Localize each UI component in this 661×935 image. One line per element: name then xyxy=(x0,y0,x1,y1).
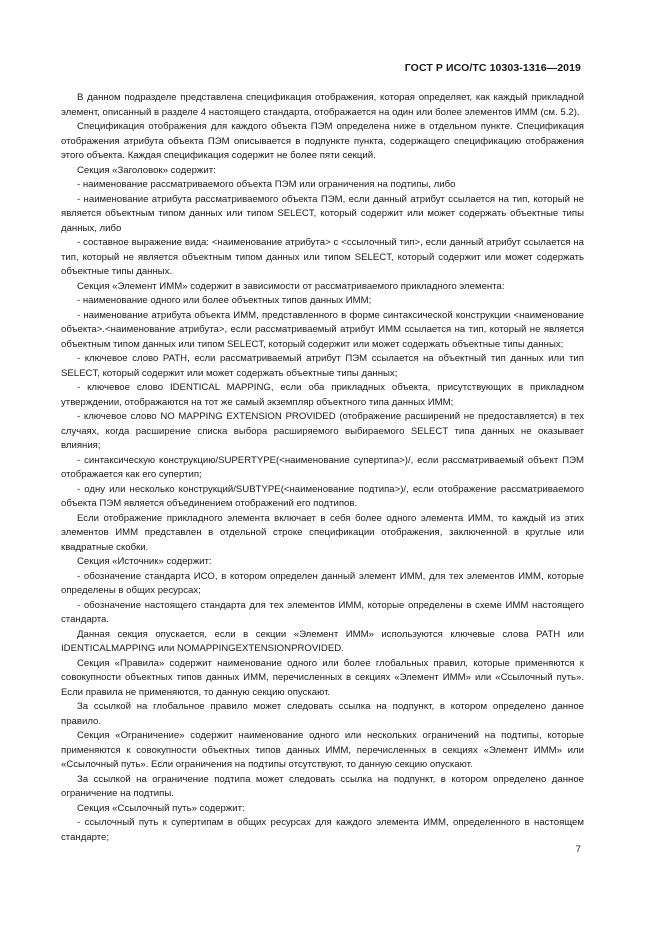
paragraph: - наименование рассматриваемого объекта ПЭМ или ограничения на подтипы, либо xyxy=(77,179,456,190)
paragraph: За ссылкой на глобальное правило может следовать ссылка на подпункт, в котором определено данное правило. xyxy=(61,701,584,727)
paragraph: Секция «Источник» содержит: xyxy=(77,556,212,567)
paragraph: - составное выражение вида: <наименование атрибута> с <ссылочный тип>, если данный атрибут ссылается на тип, который не является объектным типом данных или типом SELECT, который содержит или может содержать объектные типы данных. xyxy=(61,237,584,277)
paragraph: - наименование атрибута объекта ИММ, представленного в форме синтаксической конструкции <наименование объекта>.<наименование атрибута>, если рассматриваемый атрибут ИММ ссылается на тип, который не является объектным типом данных или типом SELECT, который содержит или может содержать объектные типы данных; xyxy=(61,309,584,350)
document-body xyxy=(61,91,584,845)
paragraph: Секция «Заголовок» содержит: xyxy=(77,164,216,176)
paragraph: - ключевое слово NO MAPPING EXTENSION PROVIDED (отображение расширений не предоставляется) в тех случаях, когда расширение списка выбора расширяемого выбираемого SELECT типа данных не оказывает влияния; xyxy=(61,411,584,451)
paragraph: Секция «Ссылочный путь» содержит: xyxy=(77,802,245,814)
paragraph: Секция «Элемент ИММ» содержит в зависимости от рассматриваемого прикладного элемента: xyxy=(77,280,505,292)
page-number: 7 xyxy=(575,844,581,855)
paragraph: Данная секция опускается, если в секции «Элемент ИММ» используются ключевые слова PATH или IDENTICALMAPPING или NOMAPPINGEXTENSIONPROVIDED. xyxy=(61,628,584,654)
paragraph: - ключевое слово IDENTICAL MAPPING, если оба прикладных объекта, присутствующих в прикладном утверждении, отображаются на тот же самый экземпляр объектного типа данных ИММ; xyxy=(61,382,584,408)
paragraph: Секция «Правила» содержит наименование одного или более глобальных правил, которые применяются к совокупности объектных типов данных ИММ, перечисленных в секциях «Элемент ИММ» или «Ссылочный путь». Если правила не применяются, то данную секцию опускают. xyxy=(61,657,584,698)
paragraph: - ссылочный путь к супертипам в общих ресурсах для каждого элемента ИММ, определенного в настоящем стандарте; xyxy=(61,817,584,843)
paragraph: - обозначение настоящего стандарта для тех элементов ИММ, которые определены в схеме ИММ настоящего стандарта. xyxy=(61,599,584,625)
paragraph: - обозначение стандарта ИСО, в котором определен данный элемент ИММ, для тех элементов ИММ, которые определены в общих ресурсах; xyxy=(61,570,584,596)
paragraph: - наименование одного или более объектных типов данных ИММ; xyxy=(77,295,372,306)
document-header: ГОСТ Р ИСО/ТС 10303-1316—2019 xyxy=(404,62,581,74)
paragraph: Если отображение прикладного элемента включает в себя более одного элемента ИММ, то каждый из этих элементов ИММ представлен в отдельной строке спецификации отображения, заключенной в круглые или квадратные скобки. xyxy=(61,512,584,553)
paragraph: Спецификация отображения для каждого объекта ПЭМ определена ниже в отдельном пункте. Спецификация отображения атрибута объекта ПЭМ описывается в подпункте пункта, содержащего спецификацию отображения этого объекта. Каждая спецификация содержит не более пяти секций. xyxy=(61,121,584,161)
paragraph: Секция «Ограничение» содержит наименование одного или нескольких ограничений на подтипы, которые применяются к совокупности объектных типов данных ИММ, перечисленных в секциях «Элемент ИММ» или «Ссылочный путь». Если ограничения на подтипы отсутствуют, то данную секцию опускают. xyxy=(61,730,584,770)
paragraph: В данном подразделе представлена спецификация отображения, которая определяет, как каждый прикладной элемент, описанный в разделе 4 настоящего стандарта, отображается на один или более элементов ИММ (см. 5.2). xyxy=(61,92,584,118)
paragraph: За ссылкой на ограничение подтипа может следовать ссылка на подпункт, в котором определено данное ограничение на подтипы. xyxy=(61,773,584,799)
paragraph: - наименование атрибута рассматриваемого объекта ПЭМ, если данный атрибут ссылается на тип, который не является объектным типом данных или типом SELECT, который содержит или может содержать объектные типы данных, либо xyxy=(61,193,584,234)
paragraph: - синтаксическую конструкцию/SUPERTYPE(<наименование супертипа>)/, если рассматриваемый объект ПЭМ отображается как его супертип; xyxy=(61,454,584,480)
paragraph: - одну или несколько конструкций/SUBTYPE(<наименование подтипа>)/, если отображение рассматриваемого объекта ПЭМ является объединением отображений его подтипов. xyxy=(61,483,584,509)
paragraph: - ключевое слово PATH, если рассматриваемый атрибут ПЭМ ссылается на объектный тип данных или тип SELECT, который содержит или может содержать объектные типы данных; xyxy=(61,353,584,379)
